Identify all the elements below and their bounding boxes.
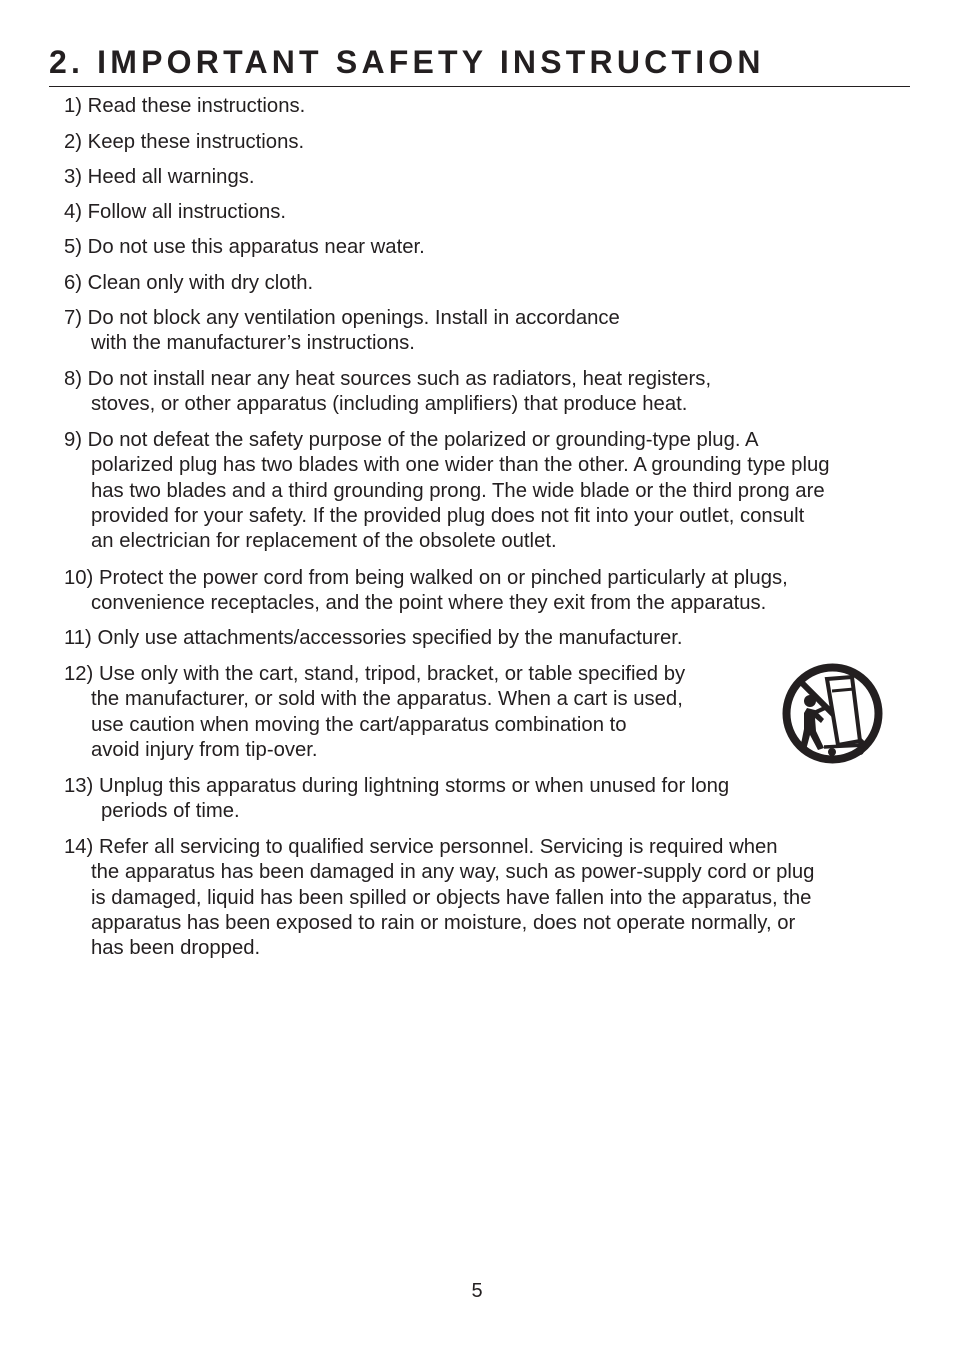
instruction-line: is damaged, liquid has been spilled or objects have fallen into the apparatus, the <box>91 886 812 909</box>
instruction-item-4 <box>64 200 286 225</box>
instruction-item-5 <box>64 235 425 260</box>
instruction-line: with the manufacturer’s instructions. <box>91 332 415 355</box>
instruction-item-13 <box>64 774 729 825</box>
instruction-line: the manufacturer, or sold with the apparatus. When a cart is used, <box>91 688 683 711</box>
instruction-item-8 <box>64 367 711 418</box>
instruction-line: periods of time. <box>101 800 240 823</box>
section-title: 2. IMPORTANT SAFETY INSTRUCTION <box>49 44 765 80</box>
instruction-line: stoves, or other apparatus (including amplifiers) that produce heat. <box>91 393 688 416</box>
instruction-line: an electrician for replacement of the obsolete outlet. <box>91 530 557 553</box>
cart-tip-over-warning-icon <box>780 661 885 766</box>
instruction-line: 12) Use only with the cart, stand, tripod, bracket, or table specified by <box>64 663 686 685</box>
instruction-line: 13) Unplug this apparatus during lightning storms or when unused for long <box>64 775 730 797</box>
instruction-line: 2) Keep these instructions. <box>64 131 305 153</box>
instruction-line: use caution when moving the cart/apparatus combination to <box>91 713 627 736</box>
instruction-item-10 <box>64 566 788 617</box>
instruction-line: 5) Do not use this apparatus near water. <box>64 236 425 258</box>
instruction-line: 7) Do not block any ventilation openings. Install in accordance <box>64 307 620 329</box>
instruction-line: 11) Only use attachments/accessories specified by the manufacturer. <box>64 627 683 649</box>
instruction-item-3 <box>64 165 255 190</box>
instruction-item-7 <box>64 306 620 357</box>
instruction-line: 14) Refer all servicing to qualified service personnel. Servicing is required when <box>64 836 778 858</box>
instruction-line: has two blades and a third grounding prong. The wide blade or the third prong are <box>91 479 825 502</box>
instruction-item-11 <box>64 626 683 651</box>
instruction-line: has been dropped. <box>91 937 261 960</box>
instruction-item-12 <box>64 662 685 763</box>
instruction-line: 4) Follow all instructions. <box>64 201 287 223</box>
instruction-line: 6) Clean only with dry cloth. <box>64 272 314 294</box>
instruction-line: 3) Heed all warnings. <box>64 166 255 188</box>
instruction-line: 1) Read these instructions. <box>64 95 306 117</box>
instruction-line: 10) Protect the power cord from being walked on or pinched particularly at plugs, <box>64 567 788 589</box>
instruction-item-1 <box>64 94 305 119</box>
instruction-line: 8) Do not install near any heat sources such as radiators, heat registers, <box>64 368 712 390</box>
instruction-line: 9) Do not defeat the safety purpose of the polarized or grounding-type plug. A <box>64 429 759 451</box>
instruction-item-9 <box>64 428 830 554</box>
instruction-line: the apparatus has been damaged in any way, such as power-supply cord or plug <box>91 861 815 884</box>
title-divider <box>49 86 910 87</box>
instruction-line: apparatus has been exposed to rain or moisture, does not operate normally, or <box>91 911 796 934</box>
instruction-line: polarized plug has two blades with one wider than the other. A grounding type plug <box>91 454 830 477</box>
instruction-item-2 <box>64 130 304 155</box>
instruction-line: provided for your safety. If the provided plug does not fit into your outlet, consult <box>91 504 805 527</box>
instruction-line: avoid injury from tip-over. <box>91 738 318 761</box>
instruction-item-14 <box>64 835 814 961</box>
instruction-line: convenience receptacles, and the point where they exit from the apparatus. <box>91 592 767 615</box>
instruction-item-6 <box>64 271 313 296</box>
page-number: 5 <box>471 1280 483 1302</box>
